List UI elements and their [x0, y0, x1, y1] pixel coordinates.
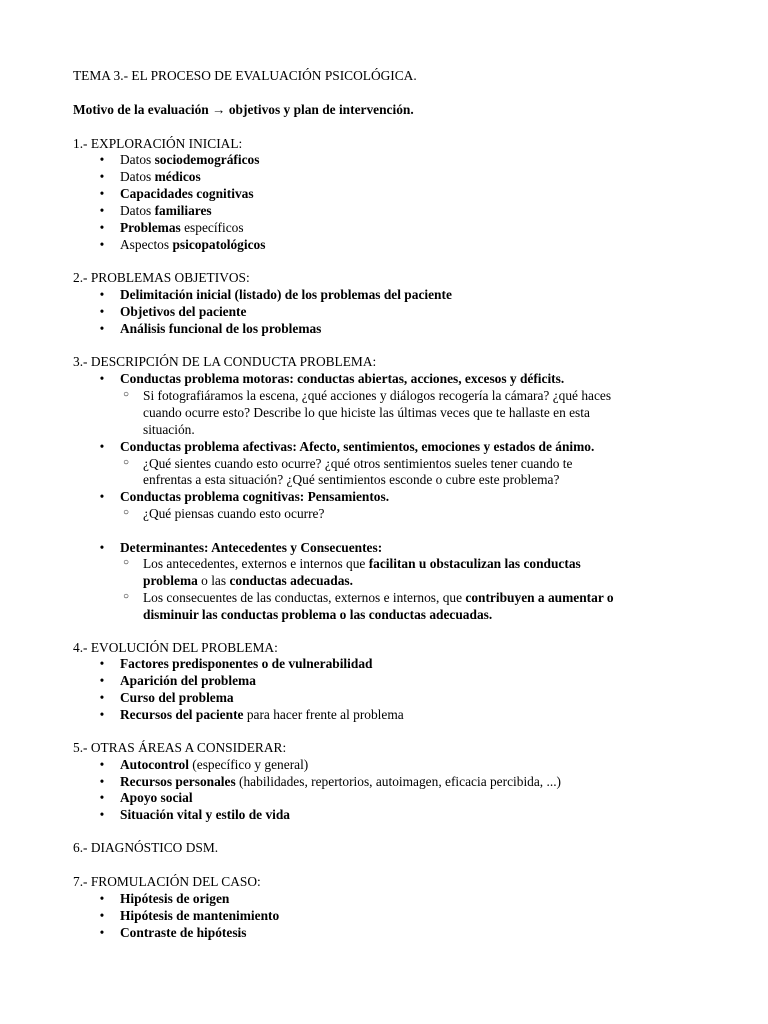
sub-item-line: situación.	[143, 422, 195, 437]
bullet: •	[99, 203, 105, 218]
sub-item-line: problema o las conductas adecuadas.	[143, 573, 353, 588]
list-item: Delimitación inicial (listado) de los problemas del paciente	[120, 287, 452, 302]
bullet: •	[99, 304, 105, 319]
bullet: •	[99, 774, 105, 789]
list-item: Datos familiares	[120, 203, 212, 218]
section-7-heading: 7.- FROMULACIÓN DEL CASO:	[73, 874, 261, 889]
list-item: Situación vital y estilo de vida	[120, 807, 290, 822]
list-item: Hipótesis de mantenimiento	[120, 908, 280, 923]
section-2-heading: 2.- PROBLEMAS OBJETIVOS:	[73, 270, 250, 285]
section-4-heading: 4.- EVOLUCIÓN DEL PROBLEMA:	[73, 640, 278, 655]
list-item: Aparición del problema	[120, 673, 256, 688]
list-item: Autocontrol (específico y general)	[120, 757, 309, 772]
list-item: Análisis funcional de los problemas	[120, 321, 322, 336]
bullet: •	[99, 757, 105, 772]
sub-item-line: Los antecedentes, externos e internos que facilitan u obstaculizan las conductas	[143, 556, 581, 571]
bullet: •	[99, 489, 105, 504]
sub-bullet: ○	[122, 557, 130, 568]
arrow-icon: →	[212, 102, 226, 117]
bullet: •	[99, 152, 105, 167]
bullet: •	[99, 656, 105, 671]
bullet: •	[99, 790, 105, 805]
list-item: Conductas problema afectivas: Afecto, sentimientos, emociones y estados de ánimo.	[120, 439, 595, 454]
sub-item-line: cuando ocurre esto? Describe lo que hiciste las últimas veces que te hallaste en esta	[143, 405, 590, 420]
list-item: Datos sociodemográficos	[120, 152, 260, 167]
list-item: Objetivos del paciente	[120, 304, 247, 319]
section-5-heading: 5.- OTRAS ÁREAS A CONSIDERAR:	[73, 740, 287, 755]
list-item: Apoyo social	[120, 790, 193, 805]
bullet: •	[99, 707, 105, 722]
bullet: •	[99, 908, 105, 923]
bullet: •	[99, 186, 105, 201]
bullet: •	[99, 237, 105, 252]
list-item: Determinantes: Antecedentes y Consecuentes:	[120, 540, 383, 555]
list-item: Capacidades cognitivas	[120, 186, 254, 201]
list-item: Conductas problema cognitivas: Pensamientos.	[120, 489, 390, 504]
list-item: Recursos del paciente para hacer frente al problema	[120, 707, 404, 722]
list-item: Problemas específicos	[120, 220, 244, 235]
bullet: •	[99, 287, 105, 302]
section-3-heading: 3.- DESCRIPCIÓN DE LA CONDUCTA PROBLEMA:	[73, 354, 377, 369]
sub-bullet: ○	[122, 389, 130, 400]
document-title: TEMA 3.- EL PROCESO DE EVALUACIÓN PSICOLÓGICA.	[73, 68, 417, 83]
list-item: Contraste de hipótesis	[120, 925, 247, 940]
list-item: Recursos personales (habilidades, repertorios, autoimagen, eficacia percibida, ...)	[120, 774, 561, 789]
sub-bullet: ○	[122, 591, 130, 602]
sub-bullet: ○	[122, 457, 130, 468]
bullet: •	[99, 807, 105, 822]
list-item: Hipótesis de origen	[120, 891, 230, 906]
bullet: •	[99, 540, 105, 555]
sub-item-line: Si fotografiáramos la escena, ¿qué acciones y diálogos recogería la cámara? ¿qué haces	[143, 388, 612, 403]
sub-item-line: Los consecuentes de las conductas, externos e internos, que contribuyen a aumentar o	[143, 590, 614, 605]
bullet: •	[99, 891, 105, 906]
motivo-line: Motivo de la evaluación → objetivos y plan de intervención.	[73, 102, 414, 117]
list-item: Curso del problema	[120, 690, 234, 705]
bullet: •	[99, 690, 105, 705]
bullet: •	[99, 439, 105, 454]
sub-item-line: ¿Qué piensas cuando esto ocurre?	[143, 506, 325, 521]
bullet: •	[99, 169, 105, 184]
section-6-heading: 6.- DIAGNÓSTICO DSM.	[73, 840, 219, 855]
list-item: Aspectos psicopatológicos	[120, 237, 266, 252]
section-1-heading: 1.- EXPLORACIÓN INICIAL:	[73, 136, 243, 151]
bullet: •	[99, 321, 105, 336]
list-item: Conductas problema motoras: conductas abiertas, acciones, excesos y déficits.	[120, 371, 565, 386]
bullet: •	[99, 673, 105, 688]
sub-item-line: ¿Qué sientes cuando esto ocurre? ¿qué otros sentimientos sueles tener cuando te	[143, 456, 573, 471]
sub-bullet: ○	[122, 507, 130, 518]
sub-item-line: disminuir las conductas problema o las conductas adecuadas.	[143, 607, 493, 622]
list-item: Factores predisponentes o de vulnerabilidad	[120, 656, 373, 671]
bullet: •	[99, 371, 105, 386]
bullet: •	[99, 925, 105, 940]
sub-item-line: enfrentas a esta situación? ¿Qué sentimientos esconde o cubre este problema?	[143, 472, 560, 487]
bullet: •	[99, 220, 105, 235]
list-item: Datos médicos	[120, 169, 201, 184]
